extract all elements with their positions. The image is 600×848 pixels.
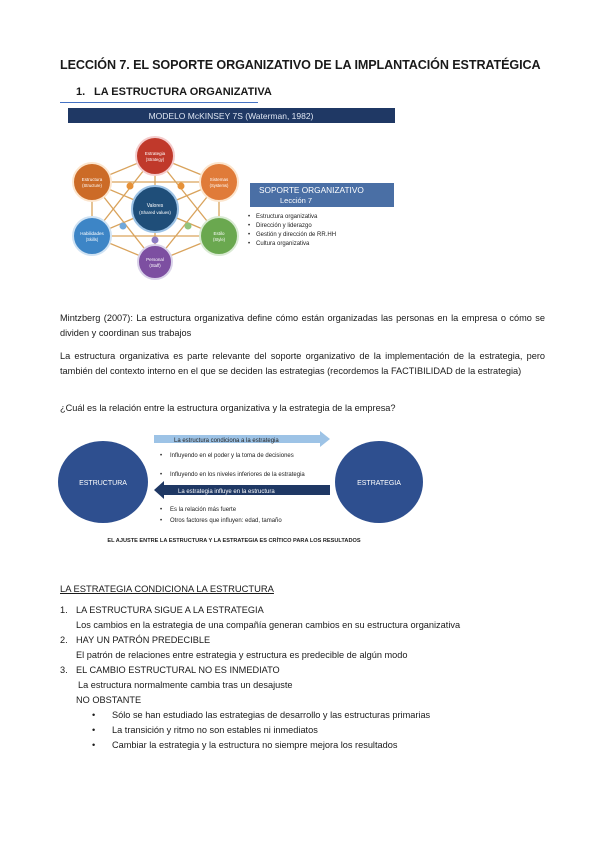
no-obstante-label: NO OBSTANTE xyxy=(76,695,142,705)
node-systems-sub: (Systems) xyxy=(209,183,229,188)
node-systems-title: Sistemas xyxy=(209,177,229,182)
paragraph-structure-relevance: La estructura organizativa es parte relevante del soporte organizativo de la implementación de la estrategia, pero también del contexto interno en el que se deciden las estrategias (recordemos la FACTIBILIDAD de la estrategia) xyxy=(60,351,545,376)
paragraph-mintzberg: Mintzberg (2007): La estructura organizativa define cómo están organizadas las personas en la empresa o cómo se dividen y coordinan sus trabajos xyxy=(60,313,545,338)
node-staff-sub: (Staff) xyxy=(149,263,161,268)
relation-bullet-marker: • xyxy=(160,472,163,478)
support-bullet-marker: • xyxy=(248,232,251,238)
node-staff xyxy=(138,245,172,279)
relation-bullet-marker: • xyxy=(160,507,163,513)
question-text: ¿Cuál es la relación entre la estructura organizativa y la estrategia de la empresa? xyxy=(60,403,396,413)
support-bullet: Gestión y dirección de RR.HH xyxy=(256,232,337,238)
list-number: 2. xyxy=(60,635,68,645)
center-node-sub: (Shared values) xyxy=(139,210,171,215)
bullet-text: Cambiar la estrategia y la estructura no siempre mejora los resultados xyxy=(112,740,398,750)
node-structure-title: Estructura xyxy=(81,177,103,182)
section-heading-structure xyxy=(76,86,272,98)
node-strategy-title: Estrategia xyxy=(144,151,166,156)
node-structure-sub: (Structure) xyxy=(82,183,102,188)
arrow-left-label: La estrategia influye en la estructura xyxy=(178,489,275,495)
bullet-text: La transición y ritmo no son estables ni inmediatos xyxy=(112,725,318,735)
bullet-item xyxy=(92,723,318,738)
bullet-item xyxy=(92,738,397,753)
support-bullet: Dirección y liderazgo xyxy=(256,223,312,229)
support-box-title: SOPORTE ORGANIZATIVO xyxy=(259,185,364,195)
small-connector-dot xyxy=(120,223,127,230)
node-structure xyxy=(73,163,111,201)
support-bullet: Cultura organizativa xyxy=(256,241,310,247)
support-bullet-marker: • xyxy=(248,223,251,229)
section-title-strategy: LA ESTRATEGIA CONDICIONA LA ESTRUCTURA xyxy=(60,583,274,594)
list-title: LA ESTRUCTURA SIGUE A LA ESTRATEGIA xyxy=(76,605,264,615)
list-number: 3. xyxy=(60,665,68,675)
node-staff-title: Personal xyxy=(146,257,164,262)
node-strategy xyxy=(136,137,174,175)
relation-caption: EL AJUSTE ENTRE LA ESTRUCTURA Y LA ESTRATEGIA ES CRÍTICO PARA LOS RESULTADOS xyxy=(107,538,361,544)
mckinsey-7s-figure xyxy=(68,108,398,280)
node-skills-sub: (Skills) xyxy=(85,237,99,242)
list-item-2-title xyxy=(60,633,210,648)
small-connector-dot xyxy=(152,237,159,244)
bullet-item xyxy=(92,708,430,723)
support-bullet-marker: • xyxy=(248,241,251,247)
heading-underline xyxy=(60,102,258,103)
bullet-marker: • xyxy=(92,740,96,750)
relation-bullet-marker: • xyxy=(160,453,163,459)
node-style-title: Estilo xyxy=(213,231,225,236)
strategy-circle-label: ESTRATEGIA xyxy=(357,480,401,487)
relation-bullet: Otros factores que influyen: edad, tamaño xyxy=(170,518,282,524)
list-item-2-text: El patrón de relaciones entre estrategia y estructura es predecible de algún modo xyxy=(76,650,408,660)
list-title: HAY UN PATRÓN PREDECIBLE xyxy=(76,635,211,645)
node-style xyxy=(200,217,238,255)
small-connector-dot xyxy=(178,183,185,190)
bullet-marker: • xyxy=(92,725,96,735)
node-style-sub: (Style) xyxy=(212,237,226,242)
list-item-3-title xyxy=(60,663,280,678)
relation-bullet-marker: • xyxy=(160,518,163,524)
relation-bullet: Es la relación más fuerte xyxy=(170,507,237,513)
center-node xyxy=(132,186,178,232)
arrow-right-label: La estructura condiciona a la estrategia xyxy=(174,438,279,444)
bullet-text: Sólo se han estudiado las estrategias de desarrollo y las estructuras primarias xyxy=(112,710,431,720)
node-skills xyxy=(73,217,111,255)
section-number: 1. xyxy=(76,86,86,98)
structure-circle-label: ESTRUCTURA xyxy=(79,480,127,487)
small-connector-dot xyxy=(127,183,134,190)
lesson-title: LECCIÓN 7. EL SOPORTE ORGANIZATIVO DE LA IMPLANTACIÓN ESTRATÉGICA xyxy=(60,58,541,72)
small-connector-dot xyxy=(185,223,192,230)
node-systems xyxy=(200,163,238,201)
support-bullet-marker: • xyxy=(248,214,251,220)
list-number: 1. xyxy=(60,605,68,615)
list-item-3-text: La estructura normalmente cambia tras un desajuste xyxy=(78,680,293,690)
relation-bullet: Influyendo en el poder y la toma de decisiones xyxy=(170,453,294,459)
bullet-marker: • xyxy=(92,710,96,720)
list-item-1-title xyxy=(60,603,264,618)
support-box-sub: Lección 7 xyxy=(280,196,313,205)
node-strategy-sub: (Strategy) xyxy=(145,157,165,162)
list-item-1-text: Los cambios en la estrategia de una compañía generan cambios en su estructura organizativa xyxy=(76,620,461,630)
section-title: LA ESTRUCTURA ORGANIZATIVA xyxy=(94,86,272,98)
figure-banner-text: MODELO McKINSEY 7S (Waterman, 1982) xyxy=(148,111,314,121)
support-bullet: Estructura organizativa xyxy=(256,214,318,220)
node-skills-title: Habilidades xyxy=(80,231,104,236)
structure-strategy-figure xyxy=(58,430,428,545)
list-title: EL CAMBIO ESTRUCTURAL NO ES INMEDIATO xyxy=(76,665,280,675)
relation-bullet: Influyendo en los niveles inferiores de la estrategia xyxy=(170,472,305,478)
center-node-title: Valores xyxy=(146,203,164,209)
